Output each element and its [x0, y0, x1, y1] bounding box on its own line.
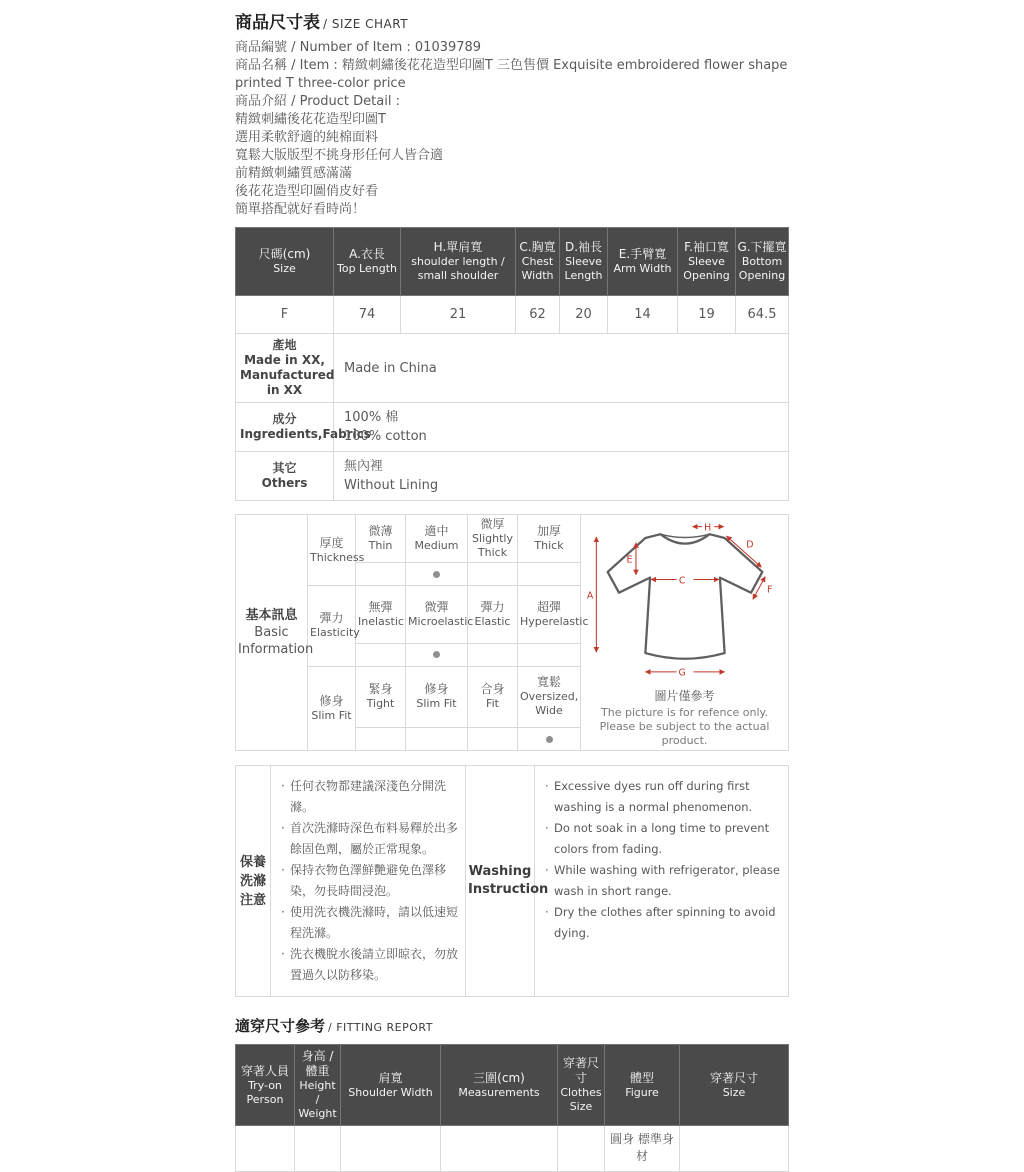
fitting-col-header: 穿著人員 Try-on Person — [236, 1045, 295, 1126]
size-col-header: A.衣長 Top Length — [334, 228, 401, 296]
size-value-cell: 62 — [516, 296, 560, 334]
label-h: H — [703, 522, 711, 534]
fitting-col-header: 穿著尺寸 Clothes Size — [558, 1045, 605, 1126]
size-value-cell: 19 — [678, 296, 736, 334]
others-row — [236, 452, 789, 501]
item-name: 商品名稱 / Item : 精緻刺繡後花花造型印圖T 三色售價 Exquisite embroidered flower shape printed T three-color price — [235, 58, 788, 91]
fitting-col-header: 肩寬 Shoulder Width — [341, 1045, 441, 1126]
size-chart-table — [235, 227, 789, 501]
washing-care-table — [235, 765, 789, 997]
diagram-caption-zh: 圖片僅參考 — [654, 689, 715, 703]
fitting-title-zh: 適穿尺寸參考 — [235, 1017, 326, 1035]
page-title-zh: 商品尺寸表 — [235, 13, 320, 33]
care-list-zh — [273, 768, 463, 994]
fit-option: 寬鬆 Oversized, Wide — [518, 666, 581, 728]
care-item: · Excessive dyes run off during first washing is a normal phenomenon. — [543, 776, 782, 818]
product-detail-line: 後花花造型印圖俏皮好看 — [235, 184, 379, 199]
product-detail-label: 商品介紹 / Product Detail : — [235, 94, 400, 109]
page-title — [235, 8, 788, 33]
size-header-row — [236, 228, 789, 296]
thickness-option: 加厚 Thick — [518, 515, 581, 563]
size-col-header: E.手臂寬 Arm Width — [608, 228, 678, 296]
product-detail-line: 選用柔軟舒適的純棉面料 — [235, 130, 379, 145]
fitting-col-header: 穿著尺寸 Size — [680, 1045, 789, 1126]
care-item: · While washing with refrigerator, please wash in short range. — [543, 860, 782, 902]
care-item: · Dry the clothes after spinning to avoid dying. — [543, 902, 782, 944]
label-g: G — [678, 667, 686, 679]
care-item: · 首次洗滌時深色布料易釋於出多餘固色劑，屬於正常現象。 — [279, 818, 459, 860]
fitting-col-header: 身高 / 體重 Height / Weight — [295, 1045, 341, 1126]
fitting-title-en: / FITTING REPORT — [328, 1021, 433, 1034]
fitting-cell — [558, 1126, 605, 1172]
product-detail-line: 簡單搭配就好看時尚！ — [235, 202, 366, 217]
elasticity-attribute-label: 彈力 Elasticity — [308, 586, 356, 667]
others-label: 其它 Others — [236, 452, 334, 501]
fitting-cell — [295, 1126, 341, 1172]
page-title-en: / SIZE CHART — [323, 17, 409, 31]
size-col-header: F.袖口寬 Sleeve Opening — [678, 228, 736, 296]
basic-info-table — [235, 514, 789, 751]
fitting-cell — [680, 1126, 789, 1172]
fitting-cell — [236, 1126, 295, 1172]
care-list-en — [537, 768, 786, 952]
item-number: 商品編號 / Number of Item : 01039789 — [235, 40, 482, 55]
diagram-caption-en: The picture is for refence only. Please be subject to the actual product. — [599, 706, 770, 747]
size-value-cell: 64.5 — [736, 296, 789, 334]
figure-cell: 圓身 標準身材 — [605, 1126, 680, 1172]
fit-attribute-label: 修身 Slim Fit — [308, 666, 356, 751]
size-col-header: 尺碼(cm) Size — [236, 228, 334, 296]
thickness-attribute-label: 厚度 Thickness — [308, 515, 356, 586]
content-column — [235, 8, 788, 1172]
care-label: 保養洗滌注意 — [236, 766, 271, 997]
label-f: F — [766, 584, 772, 596]
fitting-col-header: 體型 Figure — [605, 1045, 680, 1126]
care-list-en-cell — [535, 766, 789, 997]
ingredients-label: 成分 Ingredients,Fabrics — [236, 403, 334, 452]
size-col-header: H.單肩寬 shoulder length / small shoulder — [401, 228, 516, 296]
thickness-option: 微薄 Thin — [356, 515, 406, 563]
label-d: D — [745, 539, 754, 551]
fit-option: 修身 Slim Fit — [406, 666, 468, 728]
care-item: · 洗衣機脫水後請立即晾衣，勿放置過久以防移染。 — [279, 944, 459, 986]
washing-instruction-label: Washing Instruction — [466, 766, 535, 997]
care-list-zh-cell — [271, 766, 466, 997]
fitting-report-title — [235, 1015, 788, 1036]
fitting-col-header: 三圍(cm) Measurements — [441, 1045, 558, 1126]
size-col-header: G.下擺寬 Bottom Opening — [736, 228, 789, 296]
elasticity-option: 超彈 Hyperelastic — [518, 586, 581, 644]
label-a: A — [586, 590, 593, 602]
care-item: · 保持衣物色澤鮮艷避免色澤移染，勿長時間浸泡。 — [279, 860, 459, 902]
fit-option: 合身 Fit — [468, 666, 518, 728]
selected-dot — [546, 736, 553, 743]
selected-dot — [433, 651, 440, 658]
ingredients-value: 100% 棉 100% cotton — [334, 403, 789, 452]
elasticity-option: 彈力 Elastic — [468, 586, 518, 644]
product-meta — [235, 39, 788, 219]
label-e: E — [626, 554, 632, 566]
fitting-cell — [441, 1126, 558, 1172]
thickness-option: 微厚 Slightly Thick — [468, 515, 518, 563]
size-value-cell: 74 — [334, 296, 401, 334]
tshirt-diagram-cell — [581, 515, 789, 751]
product-detail-line: 寬鬆大版版型不挑身形任何人皆合適 — [235, 148, 444, 163]
origin-value: Made in China — [334, 334, 789, 403]
size-col-header: D.袖長 Sleeve Length — [560, 228, 608, 296]
tshirt-diagram — [585, 521, 785, 687]
size-value-row — [236, 296, 789, 334]
ingredients-row — [236, 403, 789, 452]
thickness-label-row — [236, 515, 789, 563]
size-value-cell: 14 — [608, 296, 678, 334]
product-detail-line: 前精緻刺繡質感滿滿 — [235, 166, 353, 181]
selected-dot — [433, 571, 440, 578]
fitting-cell — [341, 1126, 441, 1172]
size-value-cell: 20 — [560, 296, 608, 334]
care-item: · 任何衣物都建議深淺色分開洗滌。 — [279, 776, 459, 818]
fitting-data-row — [236, 1126, 789, 1172]
tshirt-outline — [607, 534, 762, 659]
size-col-header: C.胸寬 Chest Width — [516, 228, 560, 296]
fitting-table — [235, 1044, 789, 1172]
fitting-header-row — [236, 1045, 789, 1126]
elasticity-option: 微彈 Microelastic — [406, 586, 468, 644]
care-item: · 使用洗衣機洗滌時，請以低速短程洗滌。 — [279, 902, 459, 944]
size-value-cell: F — [236, 296, 334, 334]
origin-label: 產地 Made in XX, Manufactured in XX — [236, 334, 334, 403]
origin-row — [236, 334, 789, 403]
care-item: · Do not soak in a long time to prevent colors from fading. — [543, 818, 782, 860]
size-value-cell: 21 — [401, 296, 516, 334]
fit-option: 緊身 Tight — [356, 666, 406, 728]
thickness-option: 適中 Medium — [406, 515, 468, 563]
others-value: 無內裡 Without Lining — [334, 452, 789, 501]
product-detail-line: 精緻刺繡後花花造型印圖T — [235, 112, 386, 127]
label-c: C — [678, 575, 685, 587]
basic-info-title: 基本訊息 Basic Information — [236, 515, 308, 751]
elasticity-option: 無彈 Inelastic — [356, 586, 406, 644]
washing-row — [236, 766, 789, 997]
